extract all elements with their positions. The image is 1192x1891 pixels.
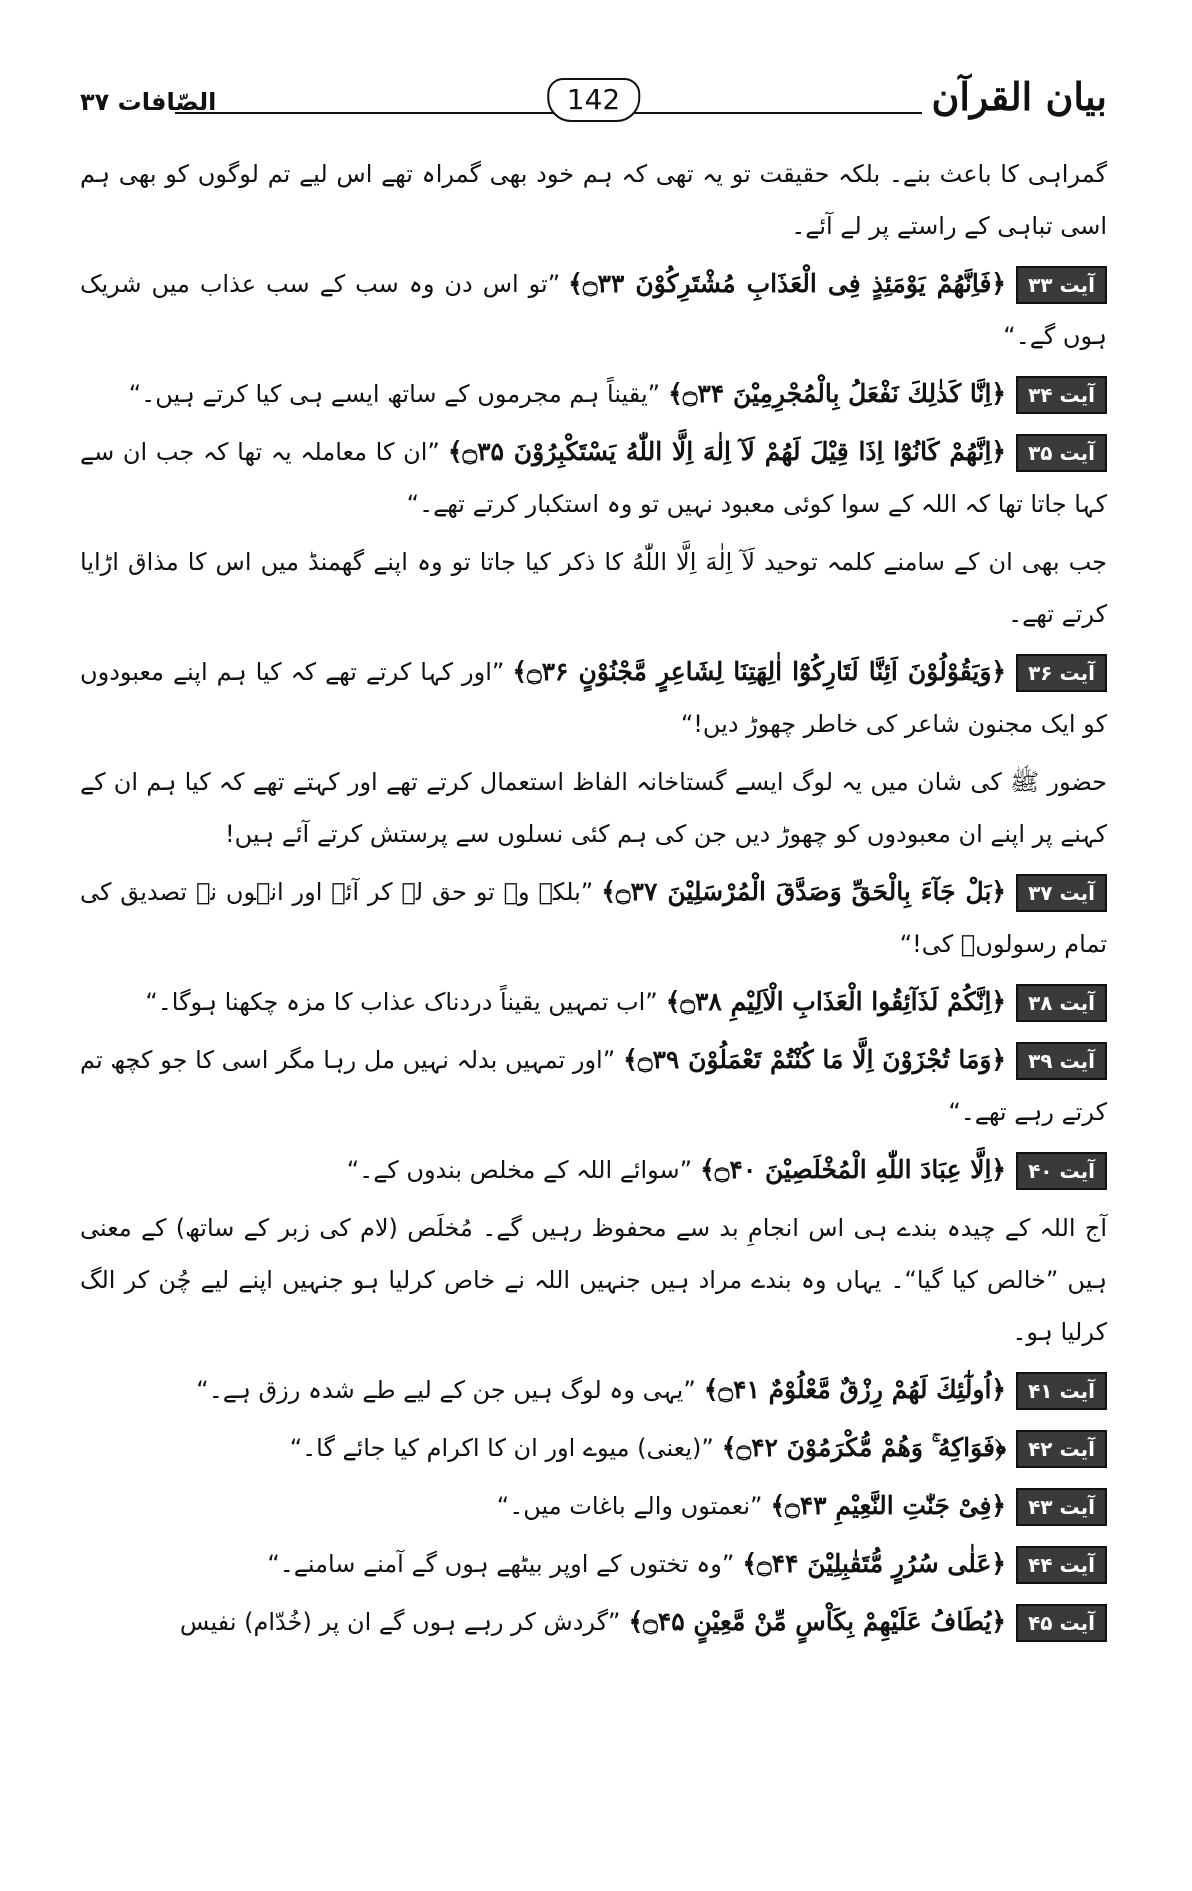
- ayah-label: آیت ۳۶: [1016, 654, 1107, 692]
- arabic-verse: ﴿يُطَافُ عَلَيْهِمْ بِكَاْسٍ مِّنْ مَّعِيْنٍ ۝۴۵﴾: [628, 1607, 1007, 1636]
- verse-translation: ”اب تمہیں یقیناً دردناک عذاب کا مزہ چکھنا ہوگا۔“: [145, 988, 658, 1016]
- ayah-label: آیت ۳۵: [1016, 434, 1107, 472]
- verse-38: [80, 976, 1107, 1028]
- verse-35: [80, 426, 1107, 530]
- verse-translation: ”اور تمہیں بدلہ نہیں مل رہا مگر اسی کا جو کچھ تم کرتے رہے تھے۔“: [80, 1046, 1107, 1126]
- ayah-label: آیت ۳۴: [1016, 376, 1107, 414]
- verse-44: [80, 1538, 1107, 1590]
- verse-translation: ”وہ تختوں کے اوپر بیٹھے ہوں گے آمنے سامنے۔“: [267, 1550, 735, 1578]
- arabic-verse: ﴿اِنَّا كَذٰلِكَ نَفْعَلُ بِالْمُجْرِمِيْنَ ۝۳۴﴾: [668, 379, 1007, 408]
- header-rule: [175, 112, 922, 114]
- arabic-verse: ﴿وَمَا تُجْزَوْنَ اِلَّا مَا كُنْتُمْ تَعْمَلُوْنَ ۝۳۹﴾: [623, 1045, 1007, 1074]
- verse-42: [80, 1422, 1107, 1474]
- verse-translation: ”تو اس دن وہ سب کے سب عذاب میں شریک ہوں گے۔“: [80, 270, 1107, 350]
- verse-translation: ”گردش کر رہے ہوں گے ان پر (خُدّام) نفیس: [179, 1608, 621, 1636]
- ayah-label: آیت ۳۷: [1016, 874, 1107, 912]
- arabic-verse: ﴿فَاِنَّهُمْ يَوْمَئِذٍ فِى الْعَذَابِ مُشْتَرِكُوْنَ ۝۳۳﴾: [568, 269, 1007, 298]
- commentary-paragraph: حضور ﷺ کی شان میں یہ لوگ ایسے گستاخانہ الفاظ استعمال کرتے تھے اور کہتے تھے کہ کیا ہم ان کے کہنے پر اپنے ان معبودوں کو چھوڑ دیں جن کی ہم کئی نسلوں سے پرستش کرتے آئے ہیں!: [80, 768, 1107, 848]
- verse-translation: ”سوائے اللہ کے مخلص بندوں کے۔“: [346, 1156, 693, 1184]
- page-number: 142: [566, 83, 621, 116]
- verse-40: [80, 1144, 1107, 1196]
- verse-37: [80, 866, 1107, 970]
- verse-translation: ”(یعنی) میوے اور ان کا اکرام کیا جائے گا۔“: [289, 1434, 714, 1462]
- arabic-verse: ﴿بَلْ جَآءَ بِالْحَقِّ وَصَدَّقَ الْمُرْسَلِيْنَ ۝۳۷﴾: [601, 877, 1007, 906]
- verse-45: [80, 1596, 1107, 1648]
- verse-33: [80, 258, 1107, 362]
- commentary-paragraph: آج اللہ کے چیدہ بندے ہی اس انجامِ بد سے محفوظ رہیں گے۔ مُخلَص (لام کی زبر کے ساتھ) کے معنی ہیں ”خالص کیا گیا“۔ یہاں وہ بندے مراد ہیں جنہیں اللہ نے خاص کرلیا ہو جنہیں اپنے لیے چُن کر الگ کرلیا ہو۔: [80, 1214, 1107, 1346]
- verse-43: [80, 1480, 1107, 1532]
- verse-translation: ”نعمتوں والے باغات میں۔“: [496, 1492, 763, 1520]
- page-content: [80, 148, 1107, 1648]
- ayah-label: آیت ۴۵: [1016, 1604, 1107, 1642]
- verse-translation: ”ان کا معاملہ یہ تھا کہ جب ان سے کہا جاتا تھا کہ اللہ کے سوا کوئی معبود نہیں تو وہ استکبار کرتے تھے۔“: [80, 438, 1107, 518]
- verse-41: [80, 1364, 1107, 1416]
- verse-translation: ”یقیناً ہم مجرموں کے ساتھ ایسے ہی کیا کرتے ہیں۔“: [128, 380, 661, 408]
- page-header: [80, 70, 1107, 130]
- book-title: بیان القرآن: [931, 74, 1107, 119]
- verse-translation: ”اور کہا کرتے تھے کہ کیا ہم اپنے معبودوں کو ایک مجنون شاعر کی خاطر چھوڑ دیں!“: [80, 658, 1107, 738]
- arabic-verse: ﴿اِنَّكُمْ لَذَآئِقُوا الْعَذَابِ الْاَلِيْمِ ۝۳۸﴾: [665, 987, 1007, 1016]
- ayah-label: آیت ۴۲: [1016, 1430, 1107, 1468]
- ayah-label: آیت ۴۰: [1016, 1152, 1107, 1190]
- surah-label: الصّافات ۳۷: [80, 88, 217, 116]
- arabic-verse: ﴿اِنَّهُمْ كَانُوْٓا اِذَا قِيْلَ لَهُمْ لَآ اِلٰهَ اِلَّا اللّٰهُ يَسْتَكْبِرُوْنَ ۝۳۵﴾: [447, 437, 1007, 466]
- commentary-paragraph: گمراہی کا باعث بنے۔ بلکہ حقیقت تو یہ تھی کہ ہم خود بھی گمراہ تھے اس لیے تم لوگوں کو بھی ہم اسی تباہی کے راستے پر لے آئے۔: [80, 160, 1107, 240]
- verse-36: [80, 646, 1107, 750]
- ayah-label: آیت ۴۳: [1016, 1488, 1107, 1526]
- arabic-verse: ﴿اُولٰٓئِكَ لَهُمْ رِزْقٌ مَّعْلُوْمٌ ۝۴۱﴾: [703, 1375, 1007, 1404]
- page-number-frame: [547, 78, 640, 122]
- arabic-verse: ﴿اِلَّا عِبَادَ اللّٰهِ الْمُخْلَصِيْنَ ۝۴۰﴾: [700, 1155, 1007, 1184]
- arabic-verse: ﴿فِىْ جَنّٰتِ النَّعِيْمِ ۝۴۳﴾: [770, 1491, 1007, 1520]
- verse-translation: ”بلکہ وہ تو حق لے کر آئے اور انہوں نے تصدیق کی تمام رسولوںؑ کی!“: [80, 878, 1107, 958]
- verse-34: [80, 368, 1107, 420]
- arabic-verse: ﴿فَوَاكِهُ ۚ وَهُمْ مُّكْرَمُوْنَ ۝۴۲﴾: [721, 1433, 1007, 1462]
- verse-39: [80, 1034, 1107, 1138]
- arabic-verse: ﴿وَيَقُوْلُوْنَ اَئِنَّا لَتَارِكُوْٓا اٰلِهَتِنَا لِشَاعِرٍ مَّجْنُوْنٍ ۝۳۶﴾: [512, 657, 1007, 686]
- ayah-label: آیت ۳۳: [1016, 266, 1107, 304]
- arabic-verse: ﴿عَلٰى سُرُرٍ مُّتَقٰبِلِيْنَ ۝۴۴﴾: [742, 1549, 1007, 1578]
- ayah-label: آیت ۴۴: [1016, 1546, 1107, 1584]
- commentary-paragraph: جب بھی ان کے سامنے کلمہ توحید لَآ اِلٰهَ اِلَّا اللّٰهُ کا ذکر کیا جاتا تو وہ اپنے گھمنڈ میں اس کا مذاق اڑایا کرتے تھے۔: [80, 548, 1107, 628]
- ayah-label: آیت ۳۸: [1016, 984, 1107, 1022]
- ayah-label: آیت ۴۱: [1016, 1372, 1107, 1410]
- ayah-label: آیت ۳۹: [1016, 1042, 1107, 1080]
- verse-translation: ”یہی وہ لوگ ہیں جن کے لیے طے شدہ رزق ہے۔“: [196, 1376, 696, 1404]
